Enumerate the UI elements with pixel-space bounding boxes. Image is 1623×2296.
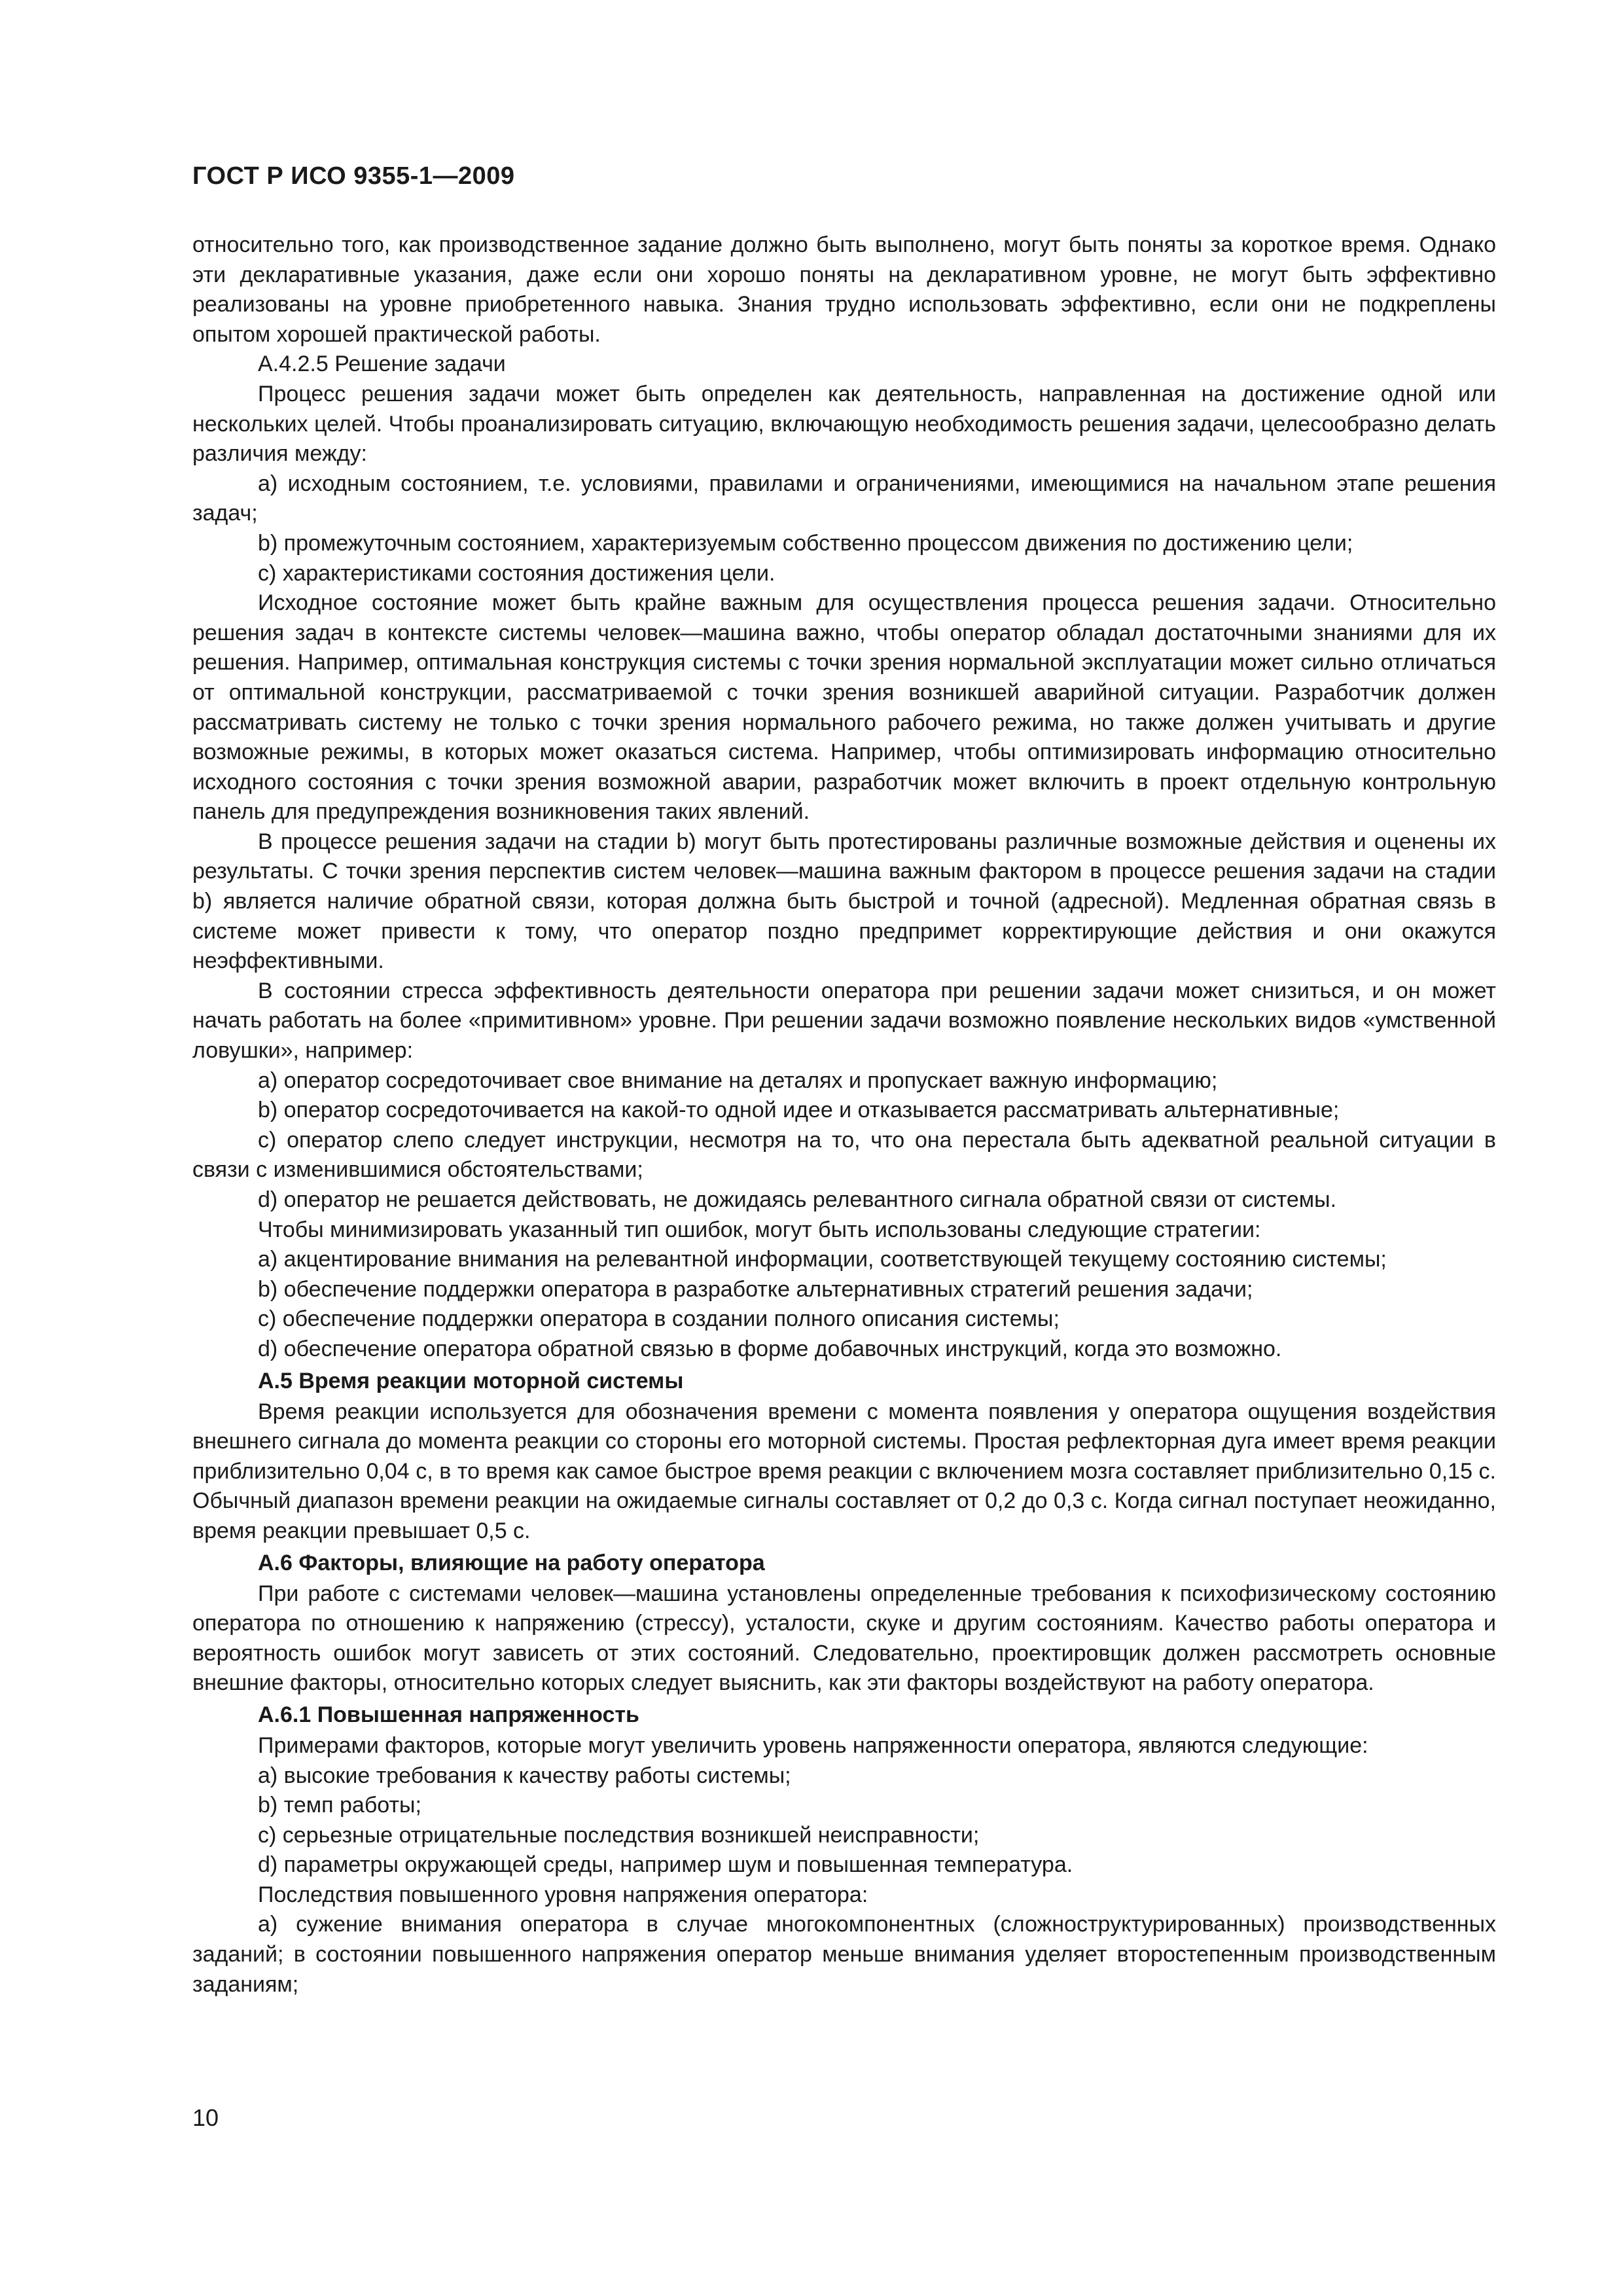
- list-item: b) промежуточным состоянием, характеризуемым собственно процессом движения по достижению цели;: [258, 530, 1353, 556]
- list-item: b) оператор сосредоточивается на какой-то одной идее и отказывается рассматривать альтернативные;: [258, 1098, 1340, 1123]
- list-item: d) оператор не решается действовать, не дожидаясь релевантного сигнала обратной связи от системы.: [258, 1187, 1337, 1212]
- list-item: с) оператор слепо следует инструкции, несмотря на то, что она перестала быть адекватной реальной ситуации в связи с изменившимися обстоятельствами;: [192, 1127, 1496, 1183]
- list-item: а) исходным состоянием, т.е. условиями, правилами и ограничениями, имеющимися на начальном этапе решения задач;: [192, 471, 1496, 526]
- paragraph: Последствия повышенного уровня напряжения оператора:: [258, 1882, 868, 1907]
- subsection-title: А.4.2.5 Решение задачи: [258, 351, 506, 377]
- list-item: а) высокие требования к качеству работы системы;: [258, 1763, 791, 1788]
- paragraph: Процесс решения задачи может быть определен как деятельность, направленная на достижение одной или нескольких целей. Чтобы проанализировать ситуацию, включающую необходимость решения задачи, целесообразно делать различия между:: [192, 381, 1496, 467]
- paragraph: Примерами факторов, которые могут увеличить уровень напряженности оператора, являются следующие:: [258, 1732, 1368, 1758]
- section-heading-a6-1: А.6.1 Повышенная напряженность: [258, 1702, 639, 1727]
- paragraph: относительно того, как производственное задание должно быть выполнено, могут быть поняты за короткое время. Однако эти декларативные указания, даже если они хорошо поняты на декларативном уровне, не могут быть эффективно реализованы на уровне приобретенного навыка. Знания трудно использовать эффективно, если они не подкреплены опытом хорошей практической работы.: [192, 232, 1496, 347]
- page-number: 10: [192, 2104, 219, 2131]
- document-header: ГОСТ Р ИСО 9355-1—2009: [192, 162, 515, 190]
- list-item: d) параметры окружающей среды, например шум и повышенная температура.: [258, 1852, 1073, 1878]
- list-item: b) обеспечение поддержки оператора в разработке альтернативных стратегий решения задачи;: [258, 1276, 1253, 1302]
- list-item: а) оператор сосредоточивает свое внимание на деталях и пропускает важную информацию;: [258, 1067, 1218, 1093]
- section-heading-a5: А.5 Время реакции моторной системы: [258, 1368, 684, 1393]
- list-item: d) обеспечение оператора обратной связью в форме добавочных инструкций, когда это возможно.: [258, 1336, 1282, 1361]
- list-item: с) серьезные отрицательные последствия возникшей неисправности;: [258, 1822, 980, 1848]
- section-heading-a6: А.6 Факторы, влияющие на работу оператора: [258, 1550, 765, 1575]
- paragraph: Исходное состояние может быть крайне важным для осуществления процесса решения задачи. Относительно решения задач в контексте системы человек—машина важно, чтобы оператор обладал достаточными знаниями для их решения. Например, оптимальная конструкция системы с точки зрения нормальной эксплуатации может сильно отличаться от оптимальной конструкции, рассматриваемой с точки зрения возникшей аварийной ситуации. Разработчик должен рассматривать систему не только с точки зрения нормального рабочего режима, но также должен учитывать и другие возможные режимы, в которых может оказаться система. Например, чтобы оптимизировать информацию относительно исходного состояния с точки зрения возможной аварии, разработчик может включить в проект отдельную контрольную панель для предупреждения возникновения таких явлений.: [192, 590, 1496, 825]
- list-item: с) характеристиками состояния достижения цели.: [258, 560, 776, 586]
- list-item: с) обеспечение поддержки оператора в создании полного описания системы;: [258, 1306, 1060, 1332]
- paragraph: При работе с системами человек—машина установлены определенные требования к психофизическому состоянию оператора по отношению к напряжению (стрессу), усталости, скуке и другим состояниям. Качество работы оператора и вероятность ошибок могут зависеть от этих состояний. Следовательно, проектировщик должен рассмотреть основные внешние факторы, относительно которых следует выяснить, как эти факторы воздействуют на работу оператора.: [192, 1581, 1496, 1696]
- paragraph: В процессе решения задачи на стадии b) могут быть протестированы различные возможные действия и оценены их результаты. С точки зрения перспектив систем человек—машина важным фактором в процессе решения задачи на стадии b) является наличие обратной связи, которая должна быть быстрой и точной (адресной). Медленная обратная связь в системе может привести к тому, что оператор поздно предпримет корректирующие действия и они окажутся неэффективными.: [192, 829, 1496, 974]
- list-item: а) акцентирование внимания на релевантной информации, соответствующей текущему состоянию системы;: [258, 1247, 1387, 1272]
- page-body: [192, 230, 1496, 2000]
- paragraph: В состоянии стресса эффективность деятельности оператора при решении задачи может снизиться, и он может начать работать на более «примитивном» уровне. При решении задачи возможно появление нескольких видов «умственной ловушки», например:: [192, 978, 1496, 1064]
- list-item: b) темп работы;: [258, 1793, 421, 1818]
- list-item: а) сужение внимания оператора в случае многокомпонентных (сложноструктурированных) производственных заданий; в состоянии повышенного напряжения оператор меньше внимания уделяет второстепенным производственным заданиям;: [192, 1912, 1496, 1997]
- paragraph: Время реакции используется для обозначения времени с момента появления у оператора ощущения воздействия внешнего сигнала до момента реакции со стороны его моторной системы. Простая рефлекторная дуга имеет время реакции приблизительно 0,04 с, в то время как самое быстрое время реакции с включением мозга составляет приблизительно 0,15 с. Обычный диапазон времени реакции на ожидаемые сигналы составляет от 0,2 до 0,3 с. Когда сигнал поступает неожиданно, время реакции превышает 0,5 с.: [192, 1399, 1496, 1543]
- paragraph: Чтобы минимизировать указанный тип ошибок, могут быть использованы следующие стратегии:: [258, 1217, 1261, 1242]
